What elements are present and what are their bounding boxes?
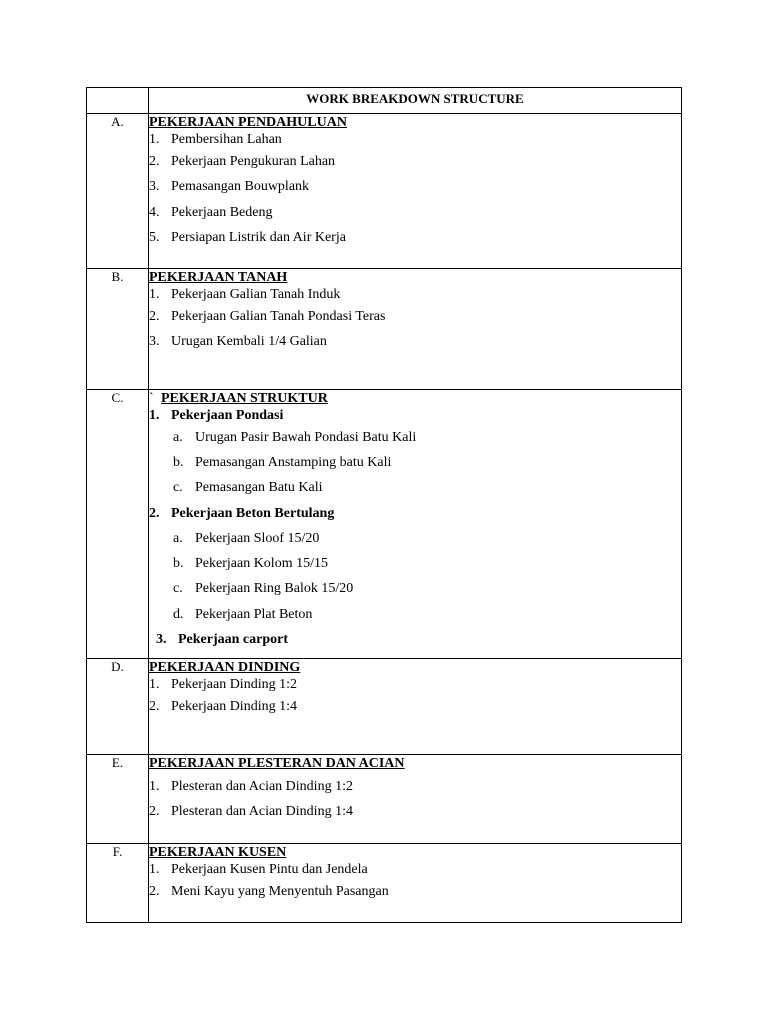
list-item: 2. Pekerjaan Dinding 1:4 (149, 699, 297, 714)
section-row-b (87, 269, 682, 390)
list-item: 1. Pekerjaan Galian Tanah Induk (149, 287, 341, 302)
list-item: 1. Pekerjaan Kusen Pintu dan Jendela (149, 862, 368, 877)
list-item: 1. Pekerjaan Dinding 1:2 (149, 677, 297, 692)
header-code-cell (87, 88, 149, 114)
section-row-f (87, 844, 682, 923)
section-title: PEKERJAAN PLESTERAN DAN ACIAN (149, 756, 405, 771)
sub-item: a. Pekerjaan Sloof 15/20 (173, 531, 320, 547)
section-content (149, 390, 682, 659)
section-code: E. (87, 755, 149, 844)
group-heading: 2. Pekerjaan Beton Bertulang (149, 505, 335, 521)
backtick-mark: ` (149, 391, 154, 406)
sub-item: b. Pekerjaan Kolom 15/15 (173, 556, 328, 572)
section-code: B. (87, 269, 149, 390)
section-row-a (87, 114, 682, 269)
group-heading: 1. Pekerjaan Pondasi (149, 408, 284, 423)
list-item: 1. Plesteran dan Acian Dinding 1:2 (149, 779, 353, 794)
section-content (149, 269, 682, 390)
list-item: 3. Urugan Kembali 1/4 Galian (149, 334, 327, 350)
header-row (87, 88, 682, 114)
section-code: D. (87, 659, 149, 755)
section-title: PEKERJAAN DINDING (149, 660, 301, 675)
list-item: 2. Plesteran dan Acian Dinding 1:4 (149, 804, 353, 820)
list-item: 2. Meni Kayu yang Menyentuh Pasangan (149, 884, 389, 899)
section-title-wrap (149, 391, 681, 407)
section-row-c (87, 390, 682, 659)
section-content (149, 755, 682, 844)
section-content (149, 659, 682, 755)
list-item: 5. Persiapan Listrik dan Air Kerja (149, 230, 346, 246)
sub-item: c. Pemasangan Batu Kali (173, 480, 323, 496)
section-code: C. (87, 390, 149, 659)
sub-item: d. Pekerjaan Plat Beton (173, 606, 313, 622)
list-item: 2. Pekerjaan Galian Tanah Pondasi Teras (149, 309, 386, 324)
section-code: F. (87, 844, 149, 923)
table-title: WORK BREAKDOWN STRUCTURE (306, 91, 524, 106)
sub-item: c. Pekerjaan Ring Balok 15/20 (173, 581, 354, 597)
section-content (149, 114, 682, 269)
section-title: PEKERJAAN TANAH (149, 270, 288, 285)
section-title: PEKERJAAN KUSEN (149, 845, 287, 860)
wbs-table (86, 87, 682, 923)
section-row-d (87, 659, 682, 755)
section-content (149, 844, 682, 923)
sub-item: a. Urugan Pasir Bawah Pondasi Batu Kali (173, 430, 417, 445)
group-heading: 3. Pekerjaan carport (156, 631, 289, 647)
sub-item: b. Pemasangan Anstamping batu Kali (173, 455, 392, 471)
section-title: PEKERJAAN PENDAHULUAN (149, 115, 347, 130)
section-row-e (87, 755, 682, 844)
list-item: 4. Pekerjaan Bedeng (149, 204, 273, 220)
list-item: 3. Pemasangan Bouwplank (149, 179, 310, 195)
list-item: 1. Pembersihan Lahan (149, 132, 282, 147)
section-title: PEKERJAAN STRUKTUR (161, 391, 328, 406)
section-code: A. (87, 114, 149, 269)
list-item: 2. Pekerjaan Pengukuran Lahan (149, 154, 336, 169)
header-title-cell (149, 88, 682, 114)
